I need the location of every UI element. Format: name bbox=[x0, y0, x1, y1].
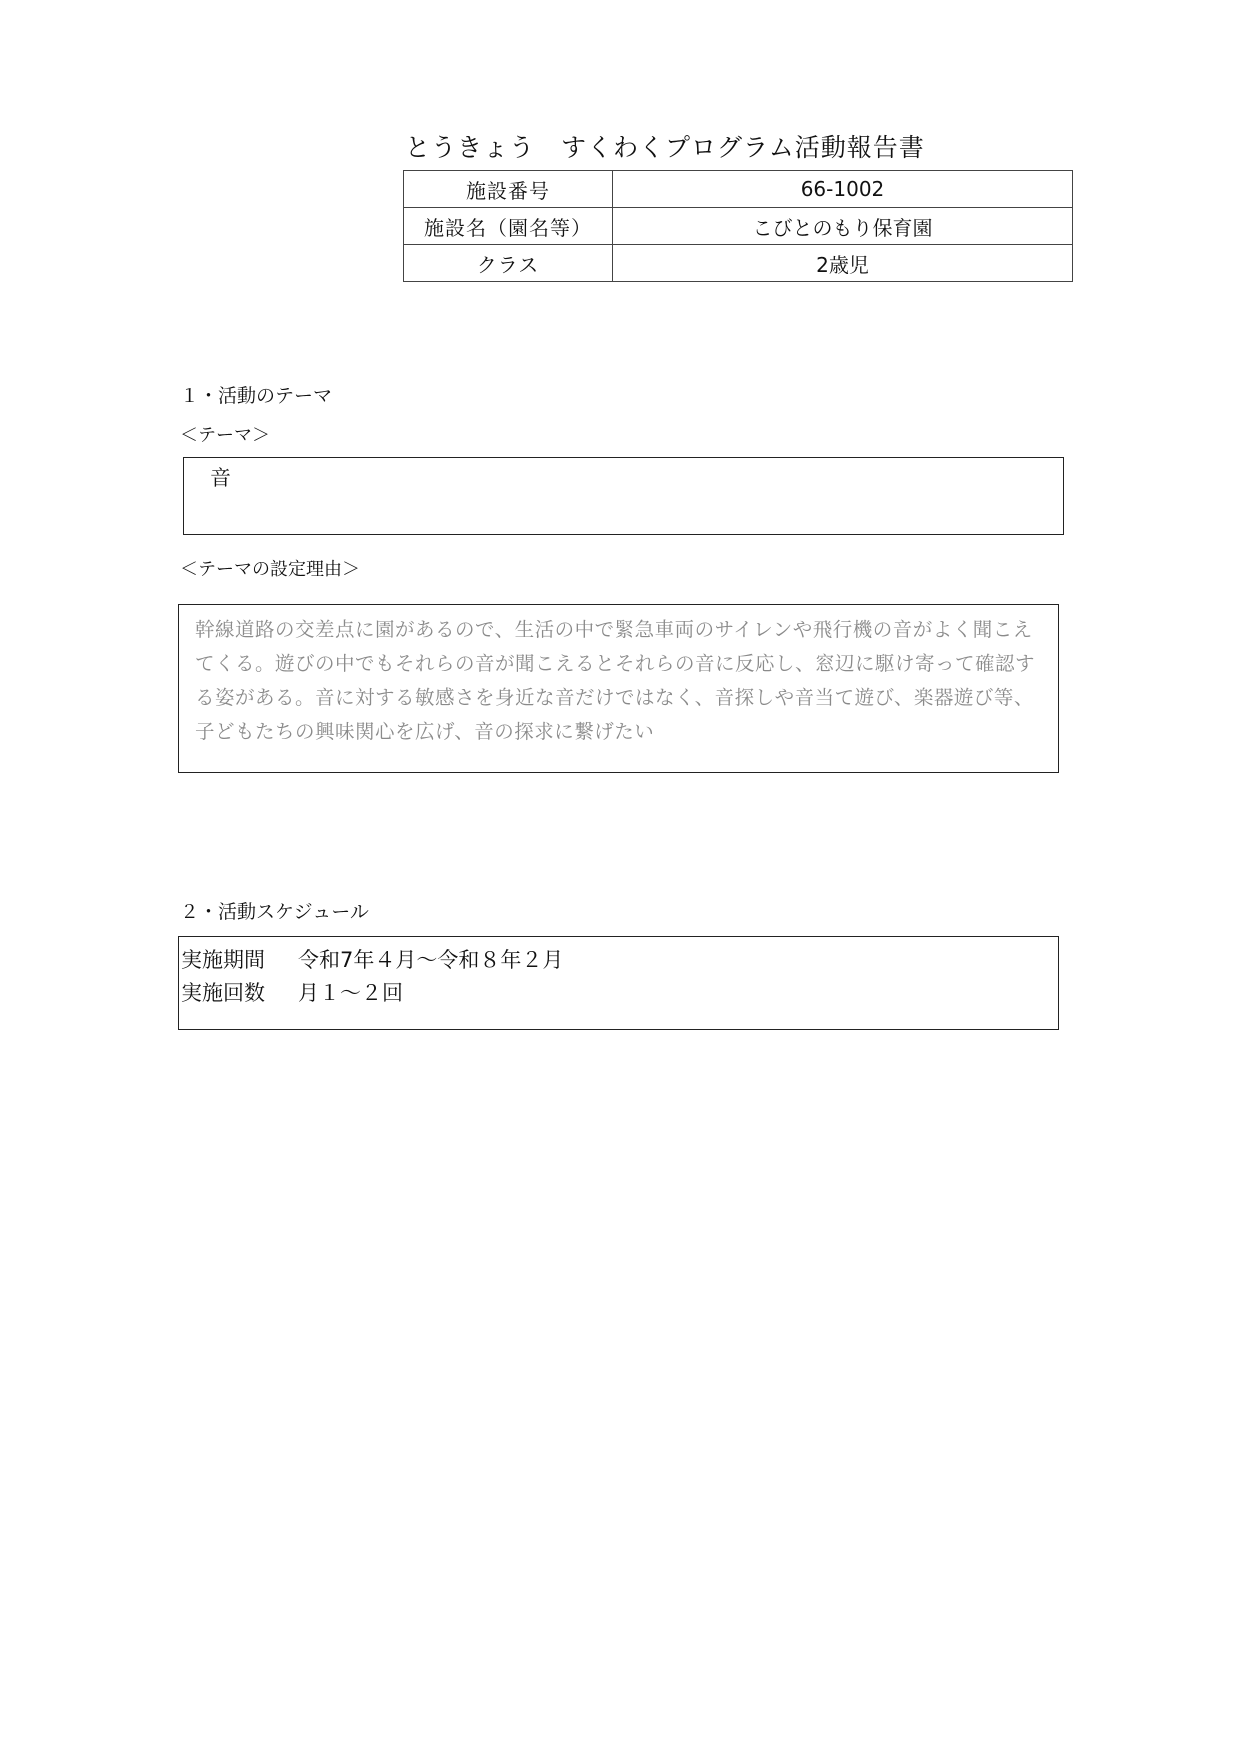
facility-number-label: 施設番号 bbox=[404, 171, 613, 208]
schedule-period bbox=[181, 944, 563, 974]
table-row bbox=[404, 208, 1073, 245]
theme-value: 音 bbox=[210, 466, 231, 490]
period-label: 実施期間 bbox=[181, 948, 265, 972]
count-label: 実施回数 bbox=[181, 981, 265, 1005]
facility-name-value: こびとのもり保育園 bbox=[613, 208, 1073, 245]
report-title: とうきょう すくわくプログラム活動報告書 bbox=[405, 133, 925, 162]
schedule-box bbox=[178, 936, 1059, 1030]
table-row bbox=[404, 171, 1073, 208]
schedule-count bbox=[181, 977, 403, 1007]
theme-label: ＜テーマ＞ bbox=[180, 425, 270, 446]
reason-box bbox=[178, 604, 1059, 773]
reason-text: 幹線道路の交差点に園があるので、生活の中で緊急車両のサイレンや飛行機の音がよく聞こえてくる。遊びの中でもそれらの音が聞こえるとそれらの音に反応し、窓辺に駆け寄って確認する姿がある。音に対する敏感さを身近な音だけではなく、音探しや音当て遊び、楽器遊び等、子どもたちの興味関心を広げ、音の探求に繋げたい bbox=[195, 618, 1036, 743]
facility-name-label: 施設名（園名等） bbox=[404, 208, 613, 245]
table-row bbox=[404, 245, 1073, 282]
class-value: 2歳児 bbox=[613, 245, 1073, 282]
section2-heading: ２・活動スケジュール bbox=[180, 901, 369, 923]
section1-heading: １・活動のテーマ bbox=[180, 385, 333, 407]
theme-box bbox=[183, 457, 1064, 535]
period-value: 令和7年４月～令和８年２月 bbox=[298, 948, 564, 972]
facility-number-value: 66-1002 bbox=[613, 171, 1073, 208]
class-label: クラス bbox=[404, 245, 613, 282]
facility-info-table bbox=[403, 170, 1073, 282]
reason-label: ＜テーマの設定理由＞ bbox=[180, 559, 360, 580]
count-value: 月１～２回 bbox=[298, 981, 403, 1005]
